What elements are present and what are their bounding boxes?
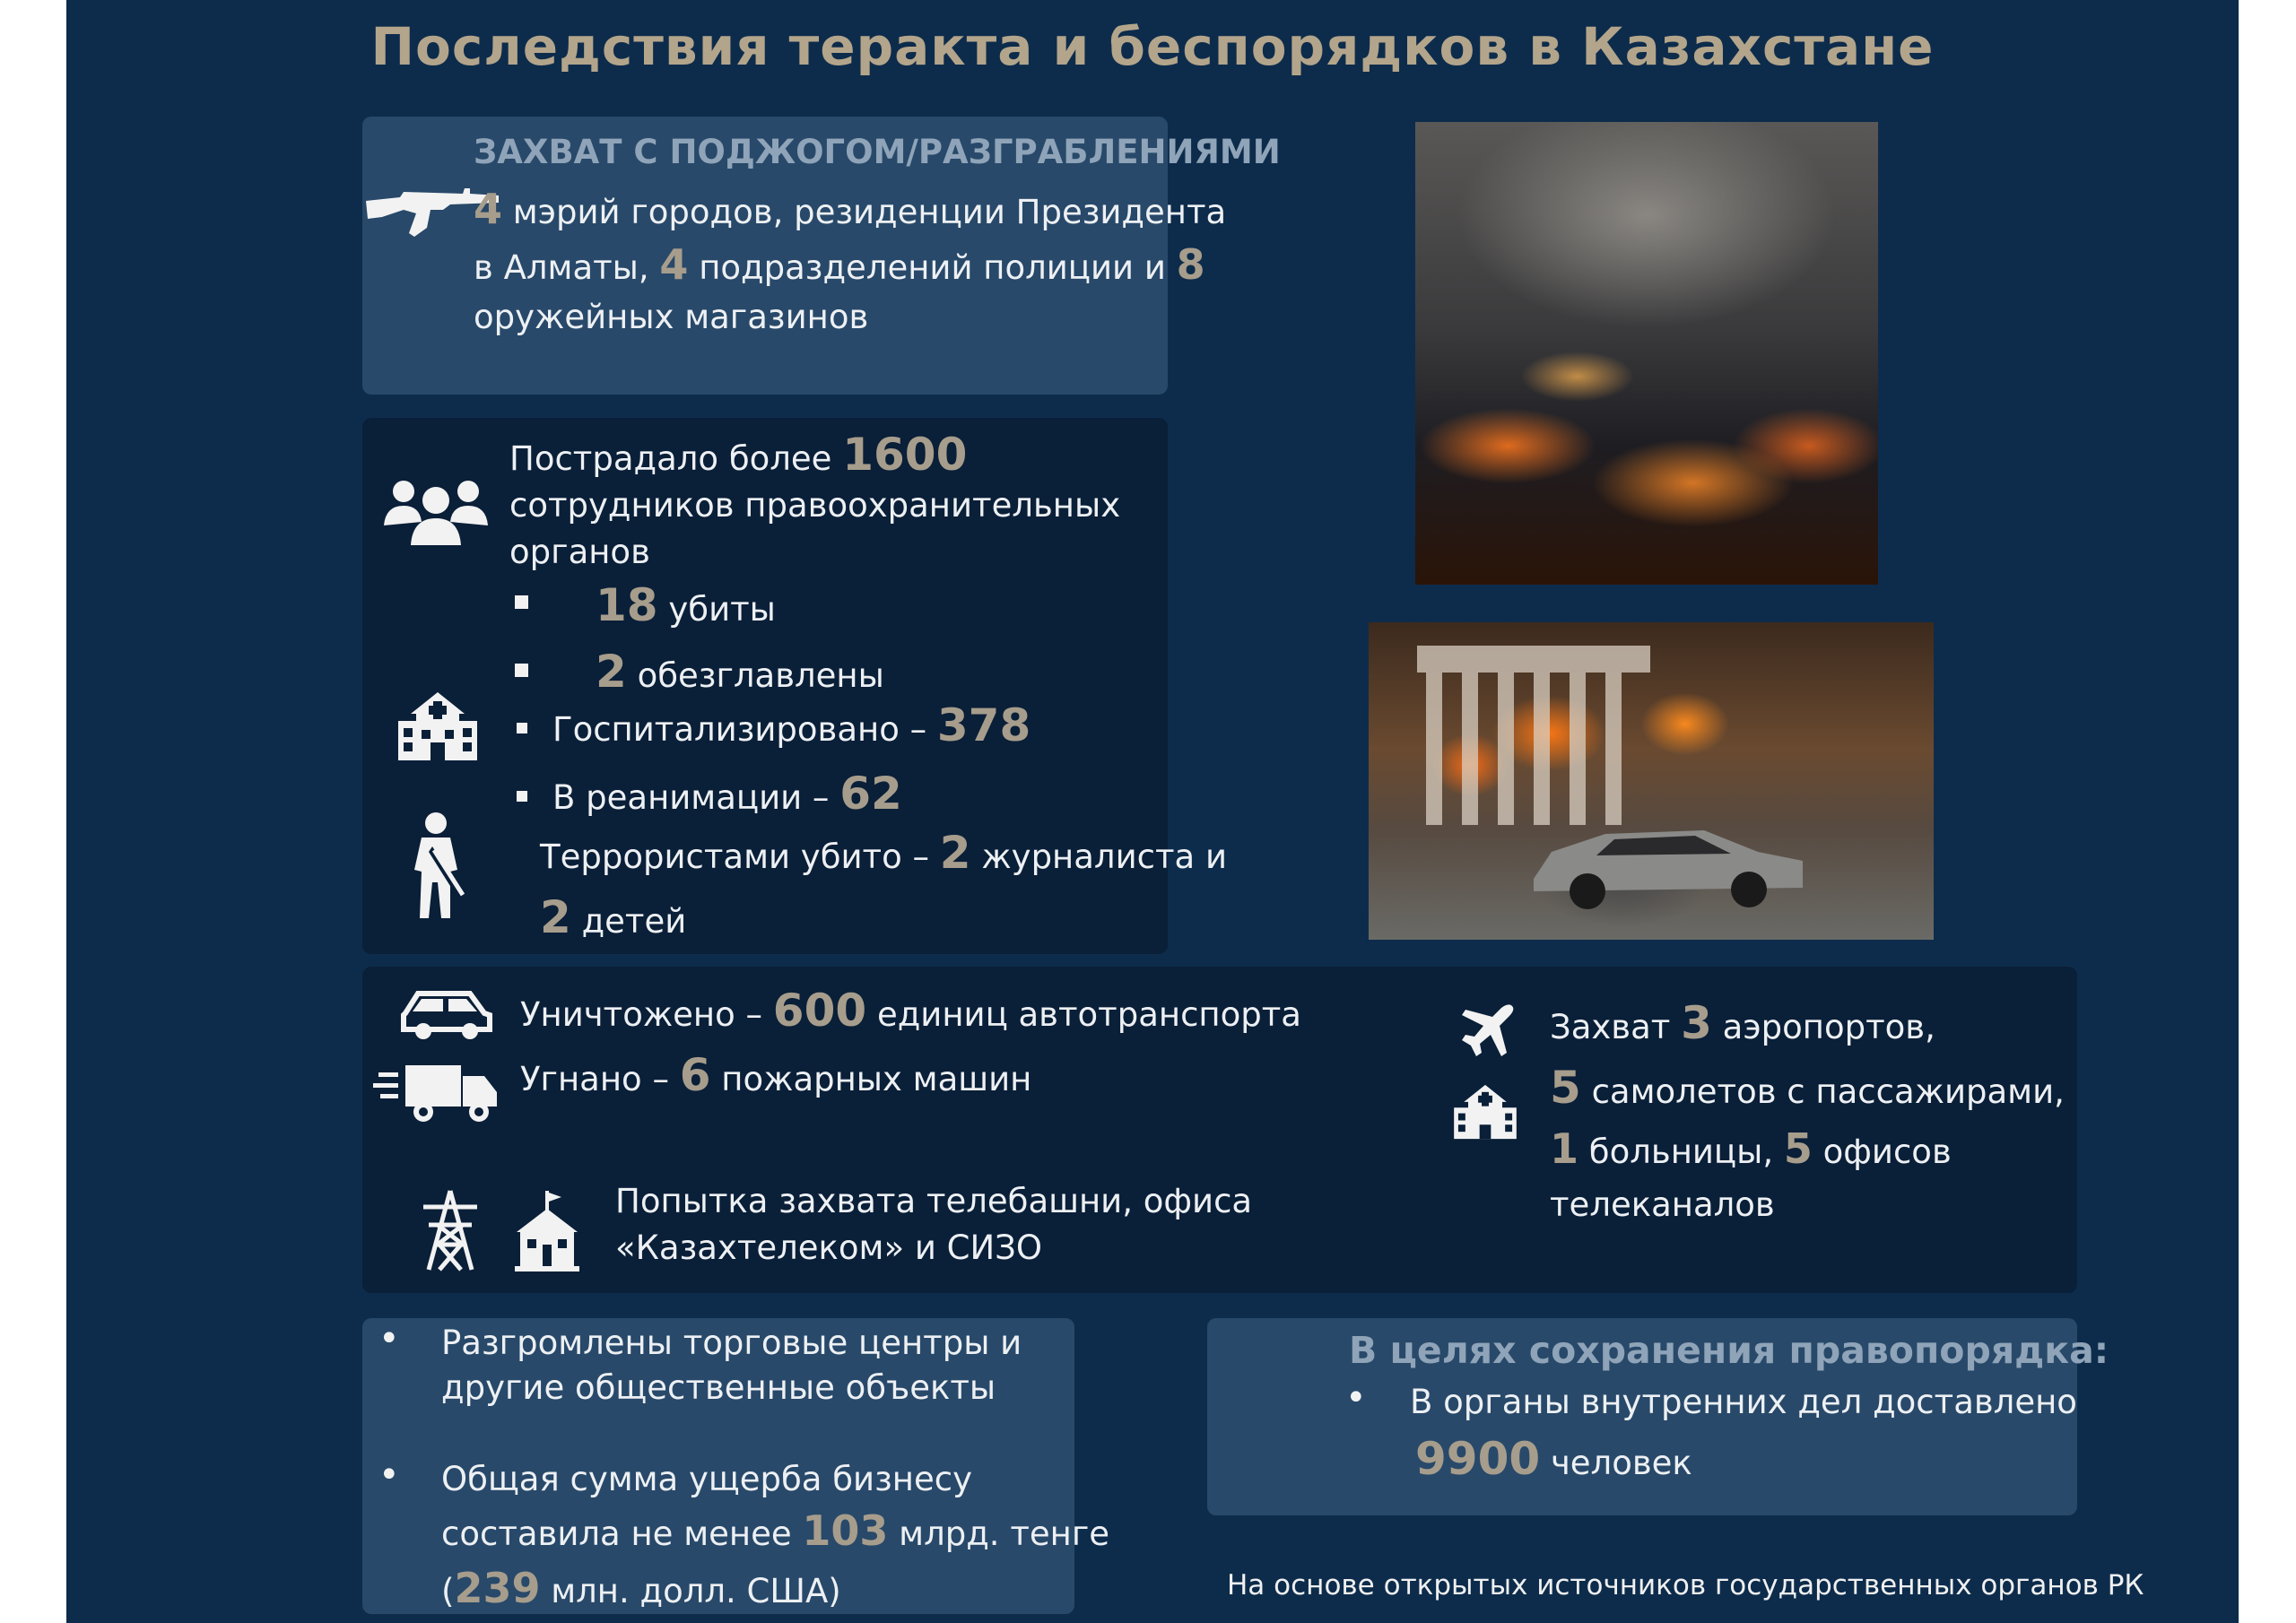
victims-line-3: органов xyxy=(509,533,650,571)
business-b2-line-2: составила не менее 103 млрд. тенге xyxy=(441,1506,1110,1555)
seizure-heading: ЗАХВАТ С ПОДЖОГОМ/РАЗГРАБЛЕНИЯМИ xyxy=(474,133,1281,171)
stolen-vehicles-line: Угнано – 6 пожарных машин xyxy=(520,1049,1032,1101)
hospital-icon xyxy=(395,690,481,762)
page-title: Последствия теракта и беспорядков в Казахстане xyxy=(370,16,1935,77)
building-icon xyxy=(513,1191,581,1271)
victims-line-2: сотрудников правоохранительных xyxy=(509,486,1121,525)
attempt-line-2: «Казахтелеком» и СИЗО xyxy=(615,1228,1043,1267)
destroyed-vehicles-line: Уничтожено – 600 единиц автотранспорта xyxy=(520,985,1301,1037)
beheaded-line: 2 обезглавлены xyxy=(596,646,884,698)
icu-line: В реанимации – 62 xyxy=(552,768,902,820)
airports-line-4: телеканалов xyxy=(1550,1185,1775,1224)
order-line-1: В органы внутренних дел доставлено xyxy=(1410,1383,2077,1421)
seizure-line-1: 4 мэрий городов, резиденции Президента xyxy=(474,185,1227,233)
killed-line: 18 убиты xyxy=(596,579,776,631)
seizure-line-3: оружейных магазинов xyxy=(474,298,869,336)
source-note: На основе открытых источников государственных органов РК xyxy=(1227,1569,2144,1601)
hospitalized-line: Госпитализировано – 378 xyxy=(552,699,1031,751)
airports-line-3: 1 больницы, 5 офисов xyxy=(1550,1124,1952,1173)
bullet-dot: • xyxy=(378,1318,400,1359)
business-b1-line-2: другие общественные объекты xyxy=(441,1368,996,1407)
order-line-2: 9900 человек xyxy=(1415,1433,1692,1485)
truck-icon xyxy=(373,1060,500,1124)
terrorists-line-2: 2 детей xyxy=(540,891,687,943)
soldier-icon xyxy=(405,811,468,922)
bullet-square xyxy=(515,595,528,609)
terrorists-line-1: Террористами убито – 2 журналиста и xyxy=(540,827,1227,879)
burned-car-shape xyxy=(1525,798,1812,915)
bullet-dot: • xyxy=(1345,1377,1367,1419)
airports-line-2: 5 самолетов с пассажирами, xyxy=(1550,1062,2065,1114)
night-fire-photo xyxy=(1415,122,1878,585)
business-b2-line-1: Общая сумма ущерба бизнесу xyxy=(441,1460,972,1498)
order-heading: В целях сохранения правопорядка: xyxy=(1349,1329,2109,1372)
bullet-square xyxy=(517,723,527,733)
airplane-icon xyxy=(1460,1002,1516,1058)
tower-icon xyxy=(420,1189,481,1271)
bullet-dot: • xyxy=(378,1454,400,1496)
hospital-icon xyxy=(1451,1083,1519,1141)
business-b1-line-1: Разгромлены торговые центры и xyxy=(441,1324,1022,1362)
airports-line-1: Захват 3 аэропортов, xyxy=(1550,997,1935,1049)
bullet-square xyxy=(517,791,527,802)
attempt-line-1: Попытка захвата телебашни, офиса xyxy=(615,1182,1253,1220)
seizure-line-2: в Алматы, 4 подразделений полиции и 8 xyxy=(474,240,1205,289)
victims-line-1: Пострадало более 1600 xyxy=(509,429,968,481)
car-icon xyxy=(400,986,493,1040)
bullet-square xyxy=(515,664,528,677)
people-icon xyxy=(380,473,491,547)
business-b2-line-3: (239 млн. долл. США) xyxy=(441,1564,841,1612)
